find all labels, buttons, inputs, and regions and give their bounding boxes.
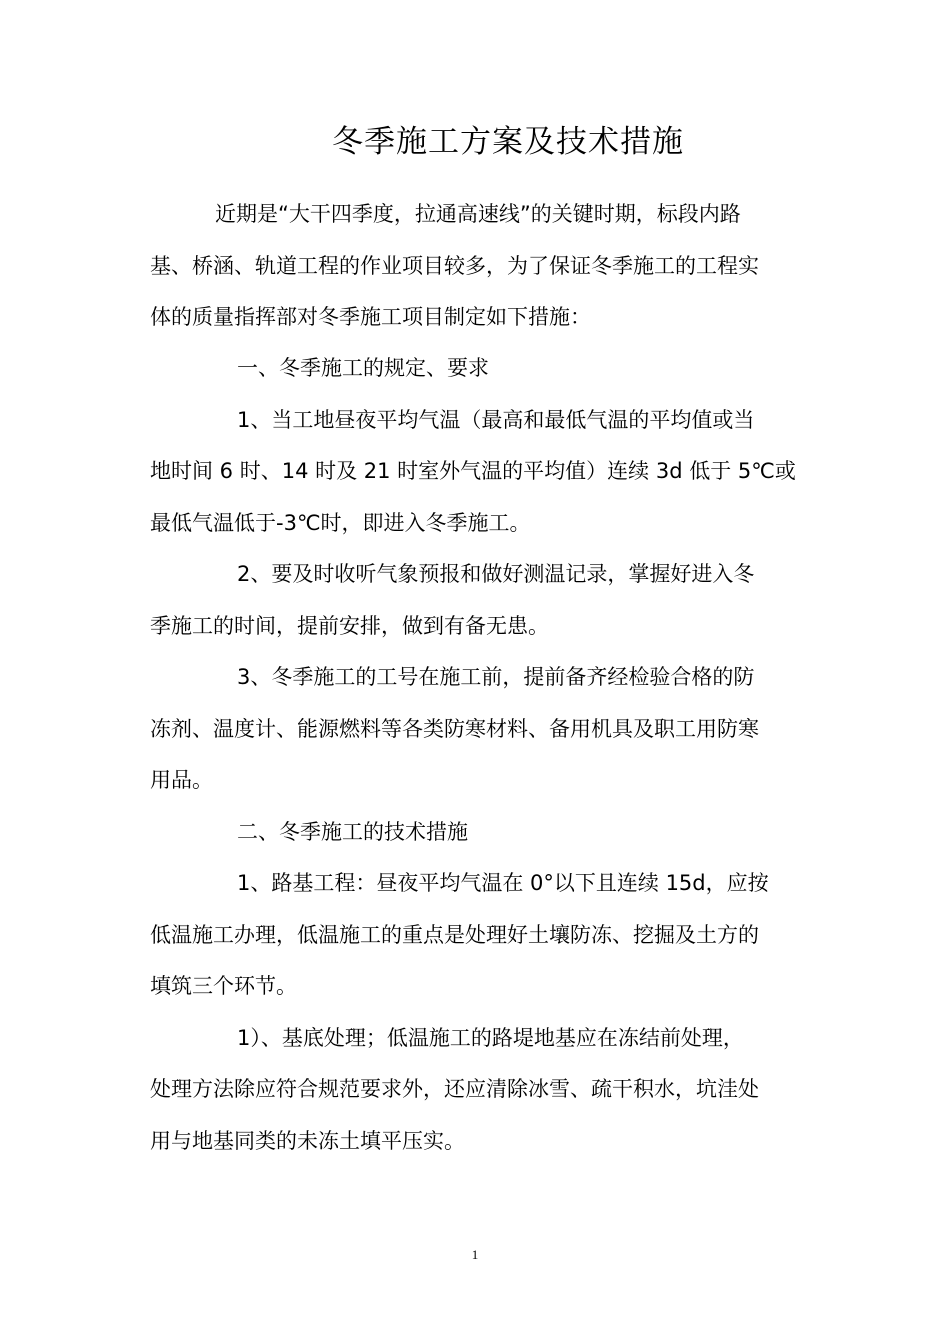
paragraph-line: 1、当工地昼夜平均气温（最高和最低气温的平均值或当 [237,408,755,432]
paragraph-line: 用与地基同类的未冻土填平压实。 [150,1129,465,1153]
paragraph-line: 低温施工办理，低温施工的重点是处理好土壤防冻、挖掘及土方的 [150,923,759,947]
paragraph-line: 近期是“大干四季度，拉通高速线”的关键时期，标段内路 [215,202,741,226]
paragraph-line: 1）、基底处理；低温施工的路堤地基应在冻结前处理， [237,1026,744,1050]
paragraph-line: 2、要及时收听气象预报和做好测温记录，掌握好进入冬 [237,562,755,586]
paragraph-line: 基、桥涵、轨道工程的作业项目较多，为了保证冬季施工的工程实 [150,254,759,278]
paragraph-line: 填筑三个环节。 [150,974,297,998]
document-title: 冬季施工方案及技术措施 [332,124,684,160]
paragraph-line: 用品。 [150,768,213,792]
paragraph-line: 季施工的时间，提前安排，做到有备无患。 [150,614,549,638]
paragraph-line: 最低气温低于-3℃时，即进入冬季施工。 [150,511,531,535]
paragraph-line: 冻剂、温度计、能源燃料等各类防寒材料、备用机具及职工用防寒 [150,717,759,741]
paragraph-line: 体的质量指挥部对冬季施工项目制定如下措施： [150,305,591,329]
paragraph-line: 1、路基工程：昼夜平均气温在 0°以下且连续 15d，应按 [237,871,769,895]
paragraph-line: 处理方法除应符合规范要求外，还应清除冰雪、疏干积水，坑洼处 [150,1077,759,1101]
section-heading: 二、冬季施工的技术措施 [237,820,468,844]
section-heading: 一、冬季施工的规定、要求 [237,356,489,380]
paragraph-line: 地时间 6 时、14 时及 21 时室外气温的平均值）连续 3d 低于 5℃或 [150,459,796,483]
page-number: 1 [471,1247,479,1262]
paragraph-line: 3、冬季施工的工号在施工前，提前备齐经检验合格的防 [237,665,755,689]
